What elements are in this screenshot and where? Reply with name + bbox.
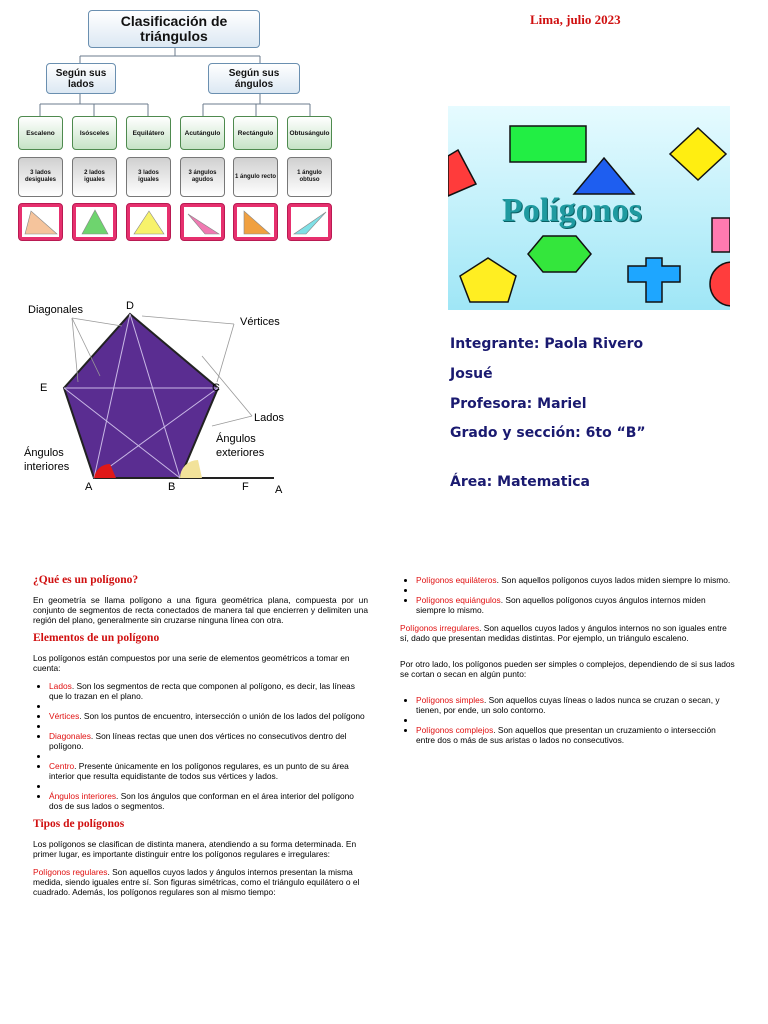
simple-complex-list (400, 695, 735, 745)
label-lados: Lados (254, 412, 284, 424)
isosceles-triangle-icon (77, 208, 113, 236)
type-obtusangulo: Obtusángulo (287, 116, 332, 150)
escaleno-triangle-icon (23, 208, 59, 236)
blue-triangle-icon (574, 158, 634, 194)
yellow-rhombus-icon (670, 128, 726, 180)
list-item-complejos: • Polígonos complejos. Son aquellos que presentan un cruzamiento o intersección entre dos o más de sus aristas o lados no consecutivos. (416, 725, 735, 745)
branch-by-sides: Según sus lados (46, 63, 116, 94)
desc-equilatero: 3 lados iguales (126, 157, 171, 197)
equilatero-triangle-icon (131, 208, 167, 236)
list-item-empty (49, 701, 368, 711)
label-vertices: Vértices (240, 316, 280, 328)
left-column (33, 575, 368, 905)
type-escaleno: Escaleno (18, 116, 63, 150)
diagram-title: Clasificación de triángulos (88, 10, 260, 48)
date-header: Lima, julio 2023 (530, 12, 621, 27)
paragraph-tipos-intro: Los polígonos se clasifican de distinta manera, atendiendo a su forma determinada. En primer lugar, es importante distinguir entre los polígonos regulares e irregulares: (33, 839, 357, 859)
list-item-empty (49, 781, 368, 791)
list-item-equiangulos: • Polígonos equiángulos. Son aquellos polígonos cuyos ángulos internos miden siempre lo mismo. (416, 595, 735, 615)
point-a-ext: A (275, 484, 283, 496)
triangle-equilatero-pic (126, 203, 171, 241)
heading-elementos: Elementos de un polígono (33, 632, 160, 644)
list-item-equilateros: • Polígonos equiláteros. Son aquellos polígonos cuyos lados miden siempre lo mismo. (416, 575, 735, 585)
acutangulo-triangle-icon (185, 208, 221, 236)
right-column (400, 575, 735, 753)
list-item-empty (49, 751, 368, 761)
point-f: F (242, 481, 249, 493)
triangle-isosceles-pic (72, 203, 117, 241)
desc-isosceles: 2 lados iguales (72, 157, 117, 197)
yellow-pentagon-icon (460, 258, 516, 302)
pentagon-elements-diagram (12, 296, 312, 501)
info-grado: Grado y sección: 6to “B” (450, 425, 646, 441)
triangle-escaleno-pic (18, 203, 63, 241)
triangle-classification-diagram (10, 6, 340, 246)
regular-types-list (400, 575, 735, 615)
type-acutangulo: Acutángulo (180, 116, 225, 150)
paragraph-regulares: Polígonos regulares. Son aquellos cuyos lados y ángulos internos presentan la misma medida, siendo iguales entre sí. Son figuras simétricas, como el triángulo equilátero o el cuadrado. Además, los polígonos regulares son al mismo tiempo: (33, 867, 360, 897)
red-circle-icon (710, 262, 730, 306)
triangle-rectangulo-pic (233, 203, 278, 241)
label-angulos-exteriores: Ángulos exteriores (216, 433, 265, 459)
triangle-acutangulo-pic (180, 203, 225, 241)
type-equilatero: Equilátero (126, 116, 171, 150)
type-isosceles: Isósceles (72, 116, 117, 150)
vertex-e: E (40, 382, 48, 394)
list-item-empty (49, 721, 368, 731)
desc-rectangulo: 1 ángulo recto (233, 157, 278, 197)
desc-acutangulo: 3 ángulos agudos (180, 157, 225, 197)
branch-by-angles: Según sus ángulos (208, 63, 300, 94)
list-item-angulos-interiores: • Ángulos interiores. Son los ángulos que conforman en el área interior del polígono dos de sus lados o segmentos. (49, 791, 368, 811)
list-item-empty (416, 715, 735, 725)
info-area: Área: Matematica (450, 474, 590, 490)
list-item-diagonales: • Diagonales. Son líneas rectas que unen dos vértices no consecutivos dentro del polígono. (49, 731, 368, 751)
blue-cross-icon (628, 258, 680, 302)
banner-title: Polígonos (502, 192, 642, 229)
info-profesora: Profesora: Mariel (450, 396, 587, 412)
desc-obtusangulo: 1 ángulo obtuso (287, 157, 332, 197)
polygons-banner (448, 106, 730, 310)
paragraph-irregulares: Polígonos irregulares. Son aquellos cuyos lados y ángulos internos no son iguales entre sí, dado que presentan medidas distintas. Por ejemplo, un triángulo escaleno. (400, 623, 727, 643)
vertex-c: C (212, 382, 220, 394)
pentagon-shape (64, 314, 218, 478)
heading-que-es: ¿Qué es un polígono? (33, 574, 139, 586)
vertex-b: B (168, 481, 176, 493)
desc-escaleno: 3 lados desiguales (18, 157, 63, 197)
label-angulos-interiores: Ángulos interiores (24, 447, 70, 473)
paragraph-simples-complejos: Por otro lado, los polígonos pueden ser simples o complejos, dependiendo de si sus lados se cortan o secan en algún punto: (400, 659, 735, 679)
info-integrante: Integrante: Paola Rivero (450, 336, 644, 352)
paragraph-definicion: En geometría se llama polígono a una figura geométrica plana, compuesta por un conjunto de segmentos de recta conectados de manera tal que encierren y delimiten una región del plano, generalmente sin cruzarse ninguna línea con otra. (33, 595, 368, 625)
info-josue: Josué (450, 366, 493, 382)
elements-list (33, 681, 368, 811)
label-diagonales: Diagonales (28, 304, 84, 316)
list-item-simples: • Polígonos simples. Son aquellos cuyas líneas o lados nunca se cruzan o secan, y tienen, por ende, un solo contorno. (416, 695, 735, 715)
triangle-obtusangulo-pic (287, 203, 332, 241)
pink-square-icon (712, 218, 730, 252)
green-rectangle-icon (510, 126, 586, 162)
list-item-empty (416, 585, 735, 595)
list-item-vertices: • Vértices. Son los puntos de encuentro, intersección o unión de los lados del polígono (49, 711, 368, 721)
type-rectangulo: Rectángulo (233, 116, 278, 150)
green-hexagon-icon (528, 236, 591, 272)
rectangulo-triangle-icon (238, 208, 274, 236)
list-item-centro: • Centro. Presente únicamente en los polígonos regulares, es un punto de su área interior que resulta equidistante de todos sus vértices y lados. (49, 761, 368, 781)
list-item-lados: • Lados. Son los segmentos de recta que componen al polígono, es decir, las líneas que lo trazan en el plano. (49, 681, 368, 701)
vertex-a: A (85, 481, 93, 493)
paragraph-elementos-intro: Los polígonos están compuestos por una serie de elementos geométricos a tomar en cuenta: (33, 653, 350, 673)
vertex-d: D (126, 300, 134, 312)
red-quadrilateral-icon (448, 150, 476, 196)
obtusangulo-triangle-icon (292, 208, 328, 236)
heading-tipos: Tipos de polígonos (33, 818, 125, 830)
